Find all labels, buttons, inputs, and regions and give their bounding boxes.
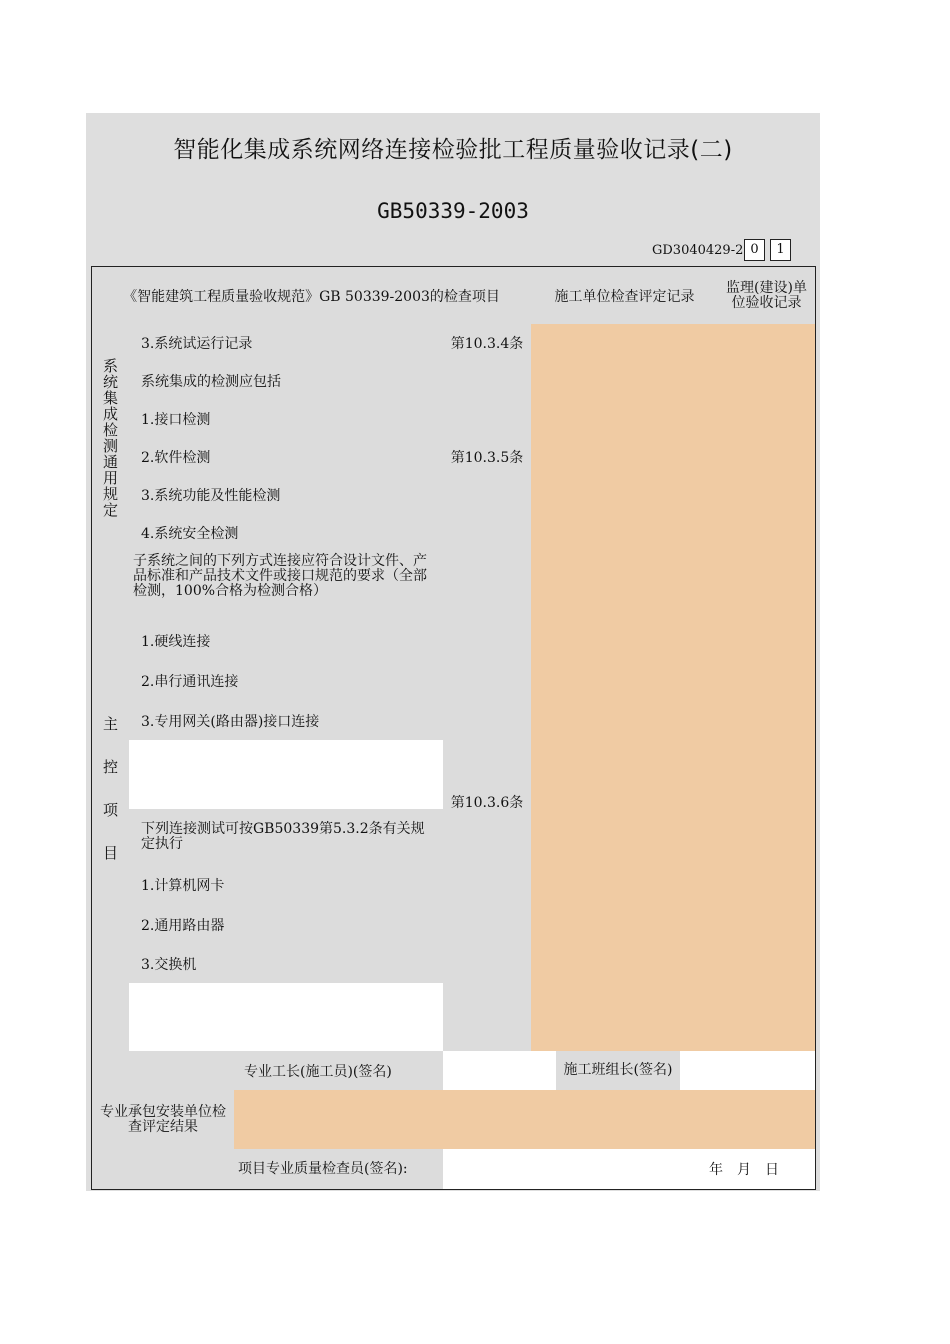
form-code: GD3040429-2	[652, 243, 744, 258]
section1-label-cell	[91, 324, 130, 553]
contractor-record-input[interactable]	[531, 362, 719, 401]
table-row: 1.硬线连接	[129, 621, 444, 662]
contractor-record-input[interactable]	[531, 621, 719, 662]
table-row: 2.软件检测	[129, 438, 444, 477]
contractor-record-input[interactable]	[531, 514, 719, 553]
standard-code: GB50339-2003	[377, 199, 529, 223]
column-header-supervisor: 监理(建设)单位验收记录	[718, 266, 816, 325]
supervisor-record-input[interactable]	[718, 324, 816, 553]
contractor-record-input[interactable]	[531, 324, 719, 363]
table-row: 3.专用网关(路由器)接口连接	[129, 701, 444, 741]
team-leader-label: 施工班组长(签名)	[556, 1051, 681, 1091]
form-digit-1: 0	[744, 239, 765, 261]
contractor-record-input[interactable]	[531, 740, 719, 810]
table-row: 2.串行通讯连接	[129, 661, 444, 702]
table-row: 3.交换机	[129, 944, 444, 984]
supervisor-record-input[interactable]	[718, 552, 816, 1052]
team-leader-signature-input[interactable]	[680, 1051, 816, 1091]
form-digit-2: 1	[770, 239, 791, 261]
contractor-record-input[interactable]	[531, 701, 719, 741]
table-row-blank	[129, 983, 444, 1052]
contractor-record-input[interactable]	[531, 865, 719, 906]
result-input[interactable]	[234, 1090, 816, 1150]
column-header-contractor: 施工单位检查评定记录	[531, 266, 719, 325]
result-label: 专业承包安装单位检查评定结果	[91, 1051, 235, 1190]
contractor-record-input[interactable]	[531, 661, 719, 702]
table-row: 3.系统试运行记录	[129, 324, 444, 363]
table-row-blank	[129, 740, 444, 810]
table-row-note: 下列连接测试可按GB50339第5.3.2条有关规定执行	[129, 809, 444, 866]
foreman-signature-input[interactable]	[443, 1051, 557, 1091]
contractor-record-input[interactable]	[531, 552, 719, 622]
contractor-record-input[interactable]	[531, 400, 719, 439]
date-label: 年 月 日	[709, 1162, 779, 1178]
table-row: 1.计算机网卡	[129, 865, 444, 906]
column-header-items: 《智能建筑工程质量验收规范》GB 50339-2003的检查项目	[91, 266, 532, 325]
section2-label: 主控项目	[101, 715, 119, 888]
table-row: 3.系统功能及性能检测	[129, 476, 444, 515]
inspector-signature-input[interactable]	[443, 1149, 816, 1190]
contractor-record-input[interactable]	[531, 809, 719, 866]
clause-cell: 第10.3.6条	[443, 552, 532, 1052]
section1-label: 系统集成检测通用规定	[101, 358, 119, 518]
contractor-record-input[interactable]	[531, 476, 719, 515]
contractor-record-input[interactable]	[531, 944, 719, 984]
foreman-label: 专业工长(施工员)(签名)	[234, 1051, 444, 1091]
clause-cell: 第10.3.4条	[443, 324, 532, 363]
inspector-label: 项目专业质量检查员(签名):	[234, 1149, 444, 1190]
table-row: 系统集成的检测应包括	[129, 362, 444, 401]
table-row: 2.通用路由器	[129, 905, 444, 945]
table-row: 4.系统安全检测	[129, 514, 444, 553]
clause-cell: 第10.3.5条	[443, 362, 532, 553]
section2-label-cell	[91, 552, 130, 1052]
contractor-record-input[interactable]	[531, 983, 719, 1052]
contractor-record-input[interactable]	[531, 438, 719, 477]
page-title: 智能化集成系统网络连接检验批工程质量验收记录(二)	[173, 137, 733, 163]
table-row: 1.接口检测	[129, 400, 444, 439]
table-row-intro: 子系统之间的下列方式连接应符合设计文件、产品标准和产品技术文件或接口规范的要求（全部检测，100%合格为检测合格）	[129, 552, 444, 622]
contractor-record-input[interactable]	[531, 905, 719, 945]
